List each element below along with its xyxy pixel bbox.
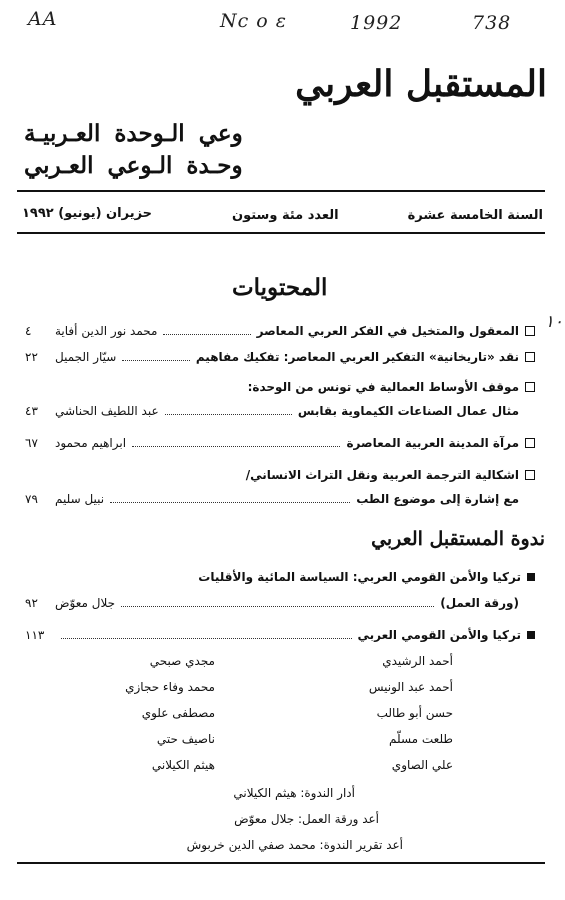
- leader-dots: [61, 638, 352, 639]
- checkbox-icon: [525, 326, 535, 336]
- handwritten-mark-right: 738: [472, 12, 512, 34]
- toc-title-continuation: مثال عمال الصناعات الكيماوية بقابس: [297, 404, 519, 418]
- margin-mark: ١٠: [544, 312, 563, 332]
- symposium-title: تركيا والأمن القومي العربي: السياسة المائية والأقليات: [198, 570, 521, 584]
- participant-name: هيثم الكيلاني: [151, 758, 215, 772]
- participant-name: علي الصاوي: [391, 758, 453, 772]
- toc-title: نقد «تاريخانية» التفكير العربي المعاصر: تفكيك مفاهيم: [195, 350, 519, 364]
- toc-page: ٦٧: [25, 436, 38, 450]
- checkbox-icon: [525, 438, 535, 448]
- top-rule: [17, 190, 545, 192]
- masthead-line-1: وعي الـوحدة العـربيـة: [24, 120, 243, 147]
- toc-title: مرآة المدينة العربية المعاصرة: [346, 436, 519, 450]
- symposium-item[interactable]: [25, 566, 535, 588]
- participant-name: مجدي صبحي: [149, 654, 215, 668]
- symposium-title: تركيا والأمن القومي العربي: [357, 628, 521, 642]
- toc-title: المعقول والمتخيل في الفكر العربي المعاصر: [256, 324, 519, 338]
- toc-author: ابراهيم محمود: [55, 436, 127, 450]
- checkbox-icon: [525, 352, 535, 362]
- symposium-author: جلال معوّض: [55, 596, 116, 610]
- toc-item-continuation[interactable]: [25, 488, 535, 510]
- leader-dots: [121, 606, 434, 607]
- symposium-item-continuation[interactable]: [25, 592, 535, 614]
- handwritten-mark-mid-left: Nc o ε: [220, 10, 287, 32]
- symposium-page: ٩٢: [25, 596, 38, 610]
- participant-name: طلعت مسلّم: [388, 732, 453, 746]
- issue-date: حزيران (يونيو) ١٩٩٢: [22, 206, 153, 221]
- participant-name: محمد وفاء حجازي: [125, 680, 215, 694]
- contents-heading: المحتويات: [232, 274, 328, 301]
- toc-author: عبد اللطيف الحناشي: [55, 404, 159, 418]
- handwritten-mark-left: AA: [28, 8, 58, 30]
- leader-dots: [132, 446, 340, 447]
- handwritten-mark-mid-right: 1992: [350, 12, 403, 34]
- toc-page: ٧٩: [25, 492, 38, 506]
- toc-author: سيّار الجميل: [55, 350, 117, 364]
- bullet-square-icon: [527, 631, 535, 639]
- issue-number: العدد مئة وستون: [232, 208, 339, 223]
- participant-name: حسن أبو طالب: [376, 706, 453, 720]
- toc-page: ٤٣: [25, 404, 38, 418]
- issue-rule: [17, 232, 545, 234]
- toc-title: موقف الأوساط العمالية في تونس من الوحدة:: [247, 380, 519, 394]
- toc-item[interactable]: [25, 464, 535, 486]
- issue-year: السنة الخامسة عشرة: [407, 208, 543, 223]
- leader-dots: [110, 502, 350, 503]
- bottom-rule: [17, 862, 545, 864]
- participant-name: أحمد الرشيدي: [382, 654, 453, 668]
- credit-moderator: أدار الندوة: هيثم الكيلاني: [233, 786, 355, 800]
- toc-author: نبيل سليم: [55, 492, 105, 506]
- participant-name: أحمد عبد الونيس: [368, 680, 453, 694]
- toc-item[interactable]: [25, 320, 535, 342]
- credit-report: أعد تقرير الندوة: محمد صفي الدين خربوش: [186, 838, 403, 852]
- symposium-title-continuation: (ورقة العمل): [440, 596, 519, 610]
- toc-page: ٢٢: [25, 350, 38, 364]
- toc-item[interactable]: [25, 432, 535, 454]
- symposium-item[interactable]: [25, 624, 535, 646]
- checkbox-icon: [525, 382, 535, 392]
- checkbox-icon: [525, 470, 535, 480]
- leader-dots: [163, 334, 250, 335]
- toc-item-continuation[interactable]: [25, 400, 535, 422]
- leader-dots: [165, 414, 292, 415]
- toc-item[interactable]: [25, 346, 535, 368]
- toc-author: محمد نور الدين أفاية: [55, 324, 158, 338]
- journal-logo: المستقبل العربي: [295, 63, 547, 105]
- toc-title: اشكالية الترجمة العربية ونقل التراث الانساني/: [245, 468, 519, 482]
- bullet-square-icon: [527, 573, 535, 581]
- credit-working-paper: أعد ورقة العمل: جلال معوّض: [234, 812, 379, 826]
- leader-dots: [122, 360, 190, 361]
- toc-page: ٤: [25, 324, 32, 338]
- masthead-line-2: وحـدة الـوعي العـربي: [24, 152, 243, 179]
- symposium-heading: ندوة المستقبل العربي: [371, 528, 545, 550]
- participant-name: ناصيف حتي: [156, 732, 215, 746]
- toc-item[interactable]: [25, 376, 535, 398]
- participant-name: مصطفى علوي: [141, 706, 215, 720]
- toc-title-continuation: مع إشارة إلى موضوع الطب: [356, 492, 519, 506]
- symposium-page: ١١٣: [25, 628, 45, 642]
